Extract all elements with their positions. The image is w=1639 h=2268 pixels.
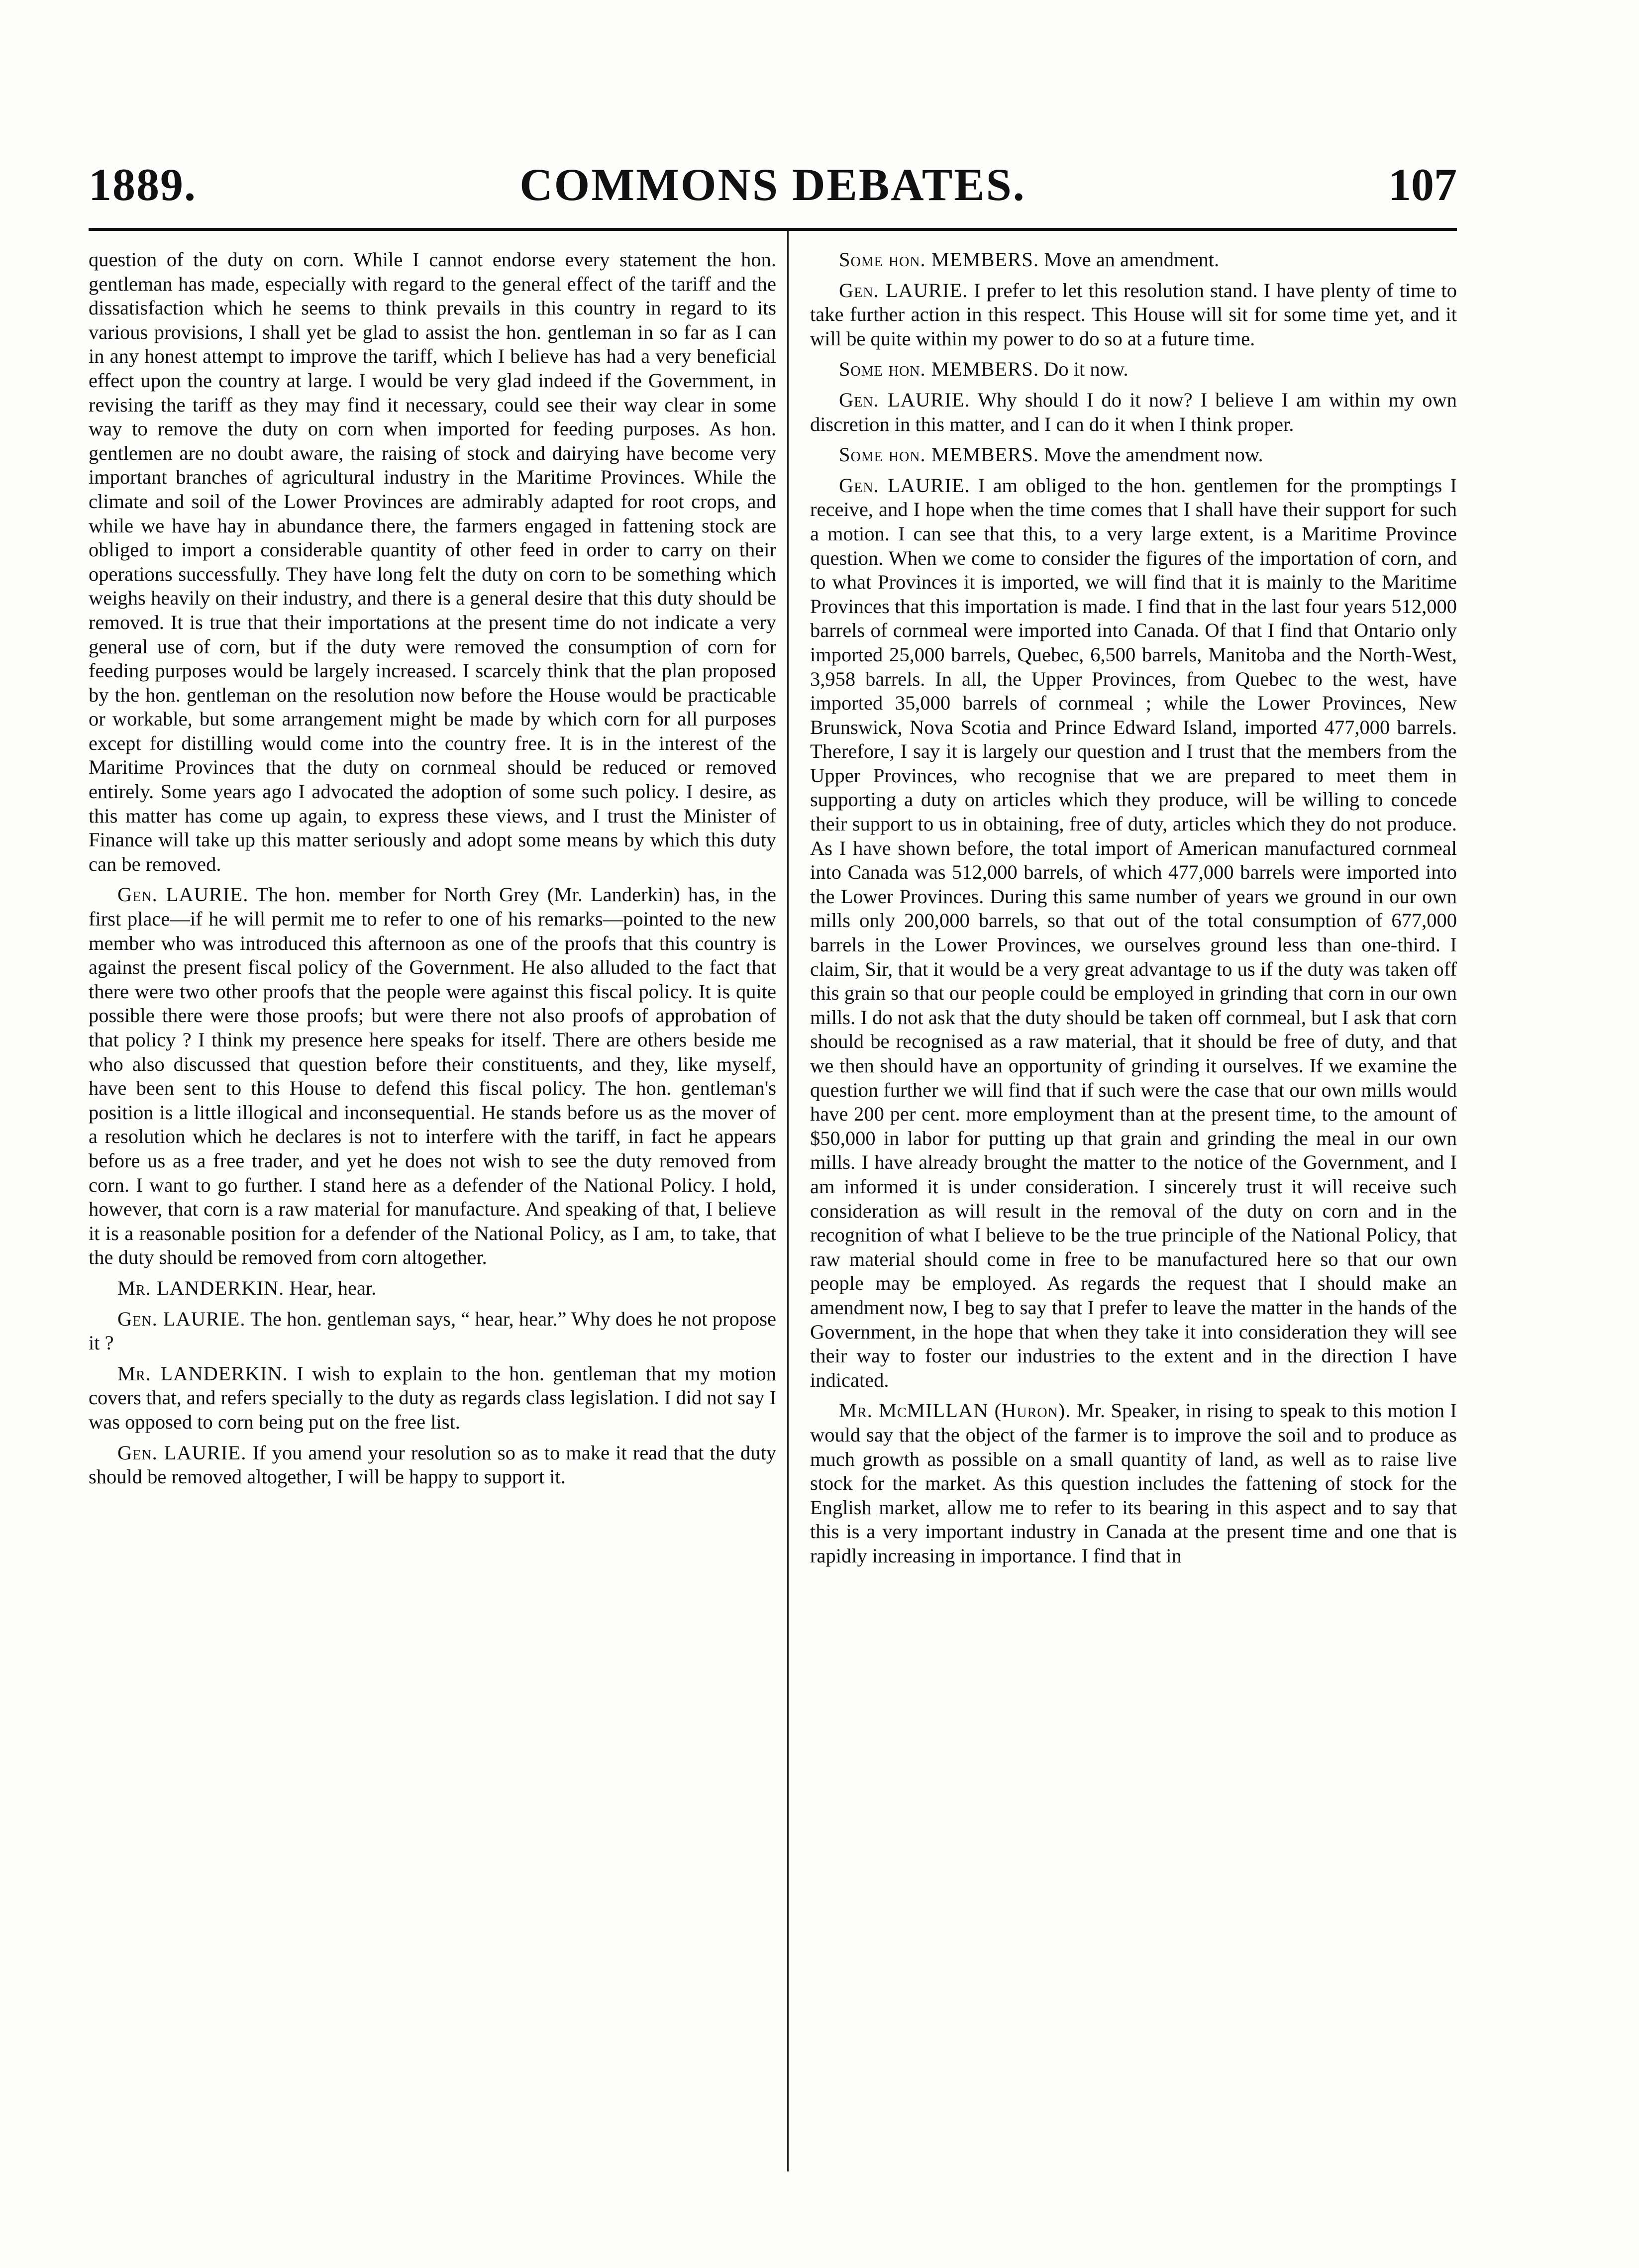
header-rule bbox=[89, 228, 1457, 231]
paragraph-text: question of the duty on corn. While I cannot endorse every statement the hon. gentleman has made, especially with regard to the general effect of the tariff and the dissatisfaction which he seems to think prevails in this country in regard to its various provisions, I shall yet be glad to assist the hon. gentleman in so far as I can in any honest attempt to improve the tariff, which I believe has had a very beneficial effect upon the country at large. I would be very glad indeed if the Government, in revising the tariff as they may find it necessary, could see their way clear in some way to remove the duty on corn when imported for feeding purposes. As hon. gentlemen are no doubt aware, the raising of stock and dairying have become very important branches of agricultural industry in the Maritime Provinces. While the climate and soil of the Lower Provinces are admirably adapted for root crops, and while we have hay in abundance there, the farmers engaged in fattening stock are obliged to import a considerable quantity of other feed in order to carry on their operations successfully. They have long felt the duty on corn to be something which weighs heavily on their industry, and there is a general desire that this duty should be removed. It is true that their importations at the present time do not indicate a very general use of corn, but if the duty were removed the consumption of corn for feeding purposes would be largely increased. I scarcely think that the plan proposed by the hon. gentleman on the resolution now before the House would be practicable or workable, but some arrangement might be made by which corn for all purposes except for distilling would come into the country free. It is in the interest of the Maritime Provinces that the duty on cornmeal should be reduced or removed entirely. Some years ago I advocated the adoption of some such policy. I desire, as this matter has come up again, to express these views, and I trust the Minister of Finance will take up this matter seriously and adopt some means by which this duty can be removed. bbox=[89, 248, 776, 875]
speaker-name: Mr. LANDERKIN. bbox=[117, 1362, 288, 1385]
paragraph bbox=[810, 443, 1457, 467]
column-divider bbox=[787, 231, 789, 2171]
paragraph bbox=[89, 1362, 776, 1435]
paragraph-text: I am obliged to the hon. gentlemen for the promptings I receive, and I hope when the time comes that I shall have their support for such a motion. I can see that this, to a very large extent, is a Maritime Province question. When we come to consider the figures of the importation of corn, and to what Provinces it is imported, we will find that it is mainly to the Maritime Provinces that this importation is made. I find that in the last four years 512,000 barrels of cornmeal were imported into Canada. Of that I find that Ontario only imported 25,000 barrels, Quebec, 6,500 barrels, Manitoba and the North-West, 3,958 barrels. In all, the Upper Provinces, from Quebec to the west, have imported 35,000 barrels of cornmeal ; while the Lower Provinces, New Brunswick, Nova Scotia and Prince Edward Island, imported 477,000 barrels. Therefore, I say it is largely our question and I trust that the members from the Upper Provinces, who recognise that we are prepared to meet them in supporting a duty on articles which they produce, will be willing to concede their support to us in obtaining, free of duty, articles which they do not produce. As I have shown before, the total import of American manufactured cornmeal into Canada was 512,000 barrels, of which 477,000 barrels were imported into the Lower Provinces. During this same number of years we ground in our own mills only 200,000 barrels, so that out of the total consumption of 677,000 barrels in the Lower Provinces, we ourselves ground less than one-third. I claim, Sir, that it would be a very great advantage to us if the duty was taken off this grain so that our people could be employed in grinding that corn in our own mills. I do not ask that the duty should be taken off cornmeal, but I ask that corn should be recognised as a raw material, that it should be free of duty, and that we then should have an opportunity of grinding it ourselves. If we examine the question further we will find that if such were the case that our own mills would have 200 per cent. more employment than at the present time, to the amount of $50,000 in labor for putting up that grain and grinding the meal in our own mills. I have already brought the matter to the notice of the Government, and I am informed it is under consideration. I sincerely trust it will receive such consideration as will result in the removal of the duty on corn and in the recognition of what I believe to be the true principle of the National Policy, that raw material should come in free to be manufactured here so that our own people may be employed. As regards the request that I should make an amendment now, I beg to say that I prefer to leave the matter in the hands of the Government, in the hope that when they take it into consideration they will see their way to foster our industries to the extent and in the direction I have indicated. bbox=[810, 474, 1457, 1391]
paragraph bbox=[89, 1307, 776, 1355]
paragraph-text: If you amend your resolution so as to make it read that the duty should be removed altogether, I will be happy to support it. bbox=[89, 1441, 777, 1488]
paragraph bbox=[810, 279, 1457, 351]
paragraph bbox=[89, 248, 776, 876]
paragraph-text: The hon. gentleman says, “ hear, hear.” Why does he not propose it ? bbox=[89, 1307, 776, 1354]
speaker-name: Gen. LAURIE. bbox=[117, 883, 249, 906]
paragraph-text: The hon. member for North Grey (Mr. Landerkin) has, in the first place—if he will permit me to refer to one of his remarks—pointed to the new member who was introduced this afternoon as one of the proofs that this country is against the present fiscal policy of the Government. He also alluded to the fact that there were two other proofs that the people were against this fiscal policy. It is quite possible there were those proofs; but were there not also proofs of approbation of that policy ? I think my presence here speaks for itself. There are others beside me who also discussed that question before their constituents, and they, like myself, have been sent to this House to defend this fiscal policy. The hon. gentleman's position is a little illogical and inconsequential. He stands before us as the mover of a resolution which he declares is not to interfere with the tariff, in fact he appears before us as a free trader, and yet he does not wish to see the duty removed from corn. I want to go further. I stand here as a defender of the National Policy. I hold, however, that corn is a raw material for manufacture. And speaking of that, I believe it is a reasonable position for a defender of the National Policy, as I am, to take, that the duty should be removed from corn altogether. bbox=[89, 883, 776, 1269]
header-title: COMMONS DEBATES. bbox=[519, 159, 1026, 210]
paragraph bbox=[89, 1276, 776, 1301]
speaker-name: Gen. LAURIE. bbox=[839, 474, 970, 497]
paragraph-text: Move an amendment. bbox=[1044, 248, 1220, 271]
header-year: 1889. bbox=[89, 159, 197, 210]
left-column bbox=[89, 248, 776, 1496]
paragraph-text: Move the amendment now. bbox=[1044, 443, 1263, 466]
speaker-name: Gen. LAURIE. bbox=[117, 1441, 247, 1464]
paragraph bbox=[810, 248, 1457, 272]
paragraph bbox=[810, 388, 1457, 436]
speaker-name: Gen. LAURIE. bbox=[839, 388, 970, 411]
speaker-name: Some hon. MEMBERS. bbox=[839, 248, 1039, 271]
paragraph bbox=[810, 1399, 1457, 1568]
paragraph-text: Why should I do it now? I believe I am within my own discretion in this matter, and I can do it when I think proper. bbox=[810, 388, 1457, 435]
paragraph-text: Hear, hear. bbox=[289, 1276, 377, 1299]
paragraph-text: Mr. Speaker, in rising to speak to this motion I would say that the object of the farmer is to improve the soil and to produce as much growth as possible on a small quantity of land, as well as to raise live stock for the market. As this question includes the fattening of stock for the English market, allow me to refer to its bearing in this aspect and to say that this is a very important industry in Canada at the present time and one that is rapidly increasing in importance. I find that in bbox=[810, 1399, 1457, 1567]
paragraph-text: I wish to explain to the hon. gentleman that my motion covers that, and refers specially to the duty as regards class legislation. I did not say I was opposed to corn being put on the free list. bbox=[89, 1362, 777, 1433]
paragraph bbox=[89, 1441, 776, 1489]
paragraph bbox=[89, 883, 776, 1270]
header-page-number: 107 bbox=[1388, 159, 1457, 210]
right-column bbox=[810, 248, 1457, 1574]
speaker-name: Mr. LANDERKIN. bbox=[117, 1276, 285, 1299]
paragraph-text: I prefer to let this resolution stand. I have plenty of time to take further action in this respect. This House will sit for some time yet, and it will be quite within my power to do so at a future time. bbox=[810, 279, 1457, 350]
paragraph-text: Do it now. bbox=[1044, 358, 1128, 381]
speaker-name: Mr. McMILLAN (Huron). bbox=[839, 1399, 1071, 1422]
paragraph bbox=[810, 357, 1457, 382]
speaker-name: Some hon. MEMBERS. bbox=[839, 443, 1039, 466]
speaker-name: Some hon. MEMBERS. bbox=[839, 358, 1039, 381]
speaker-name: Gen. LAURIE. bbox=[117, 1307, 246, 1330]
page-header bbox=[89, 158, 1457, 218]
paragraph bbox=[810, 474, 1457, 1393]
speaker-name: Gen. LAURIE. bbox=[839, 279, 968, 302]
